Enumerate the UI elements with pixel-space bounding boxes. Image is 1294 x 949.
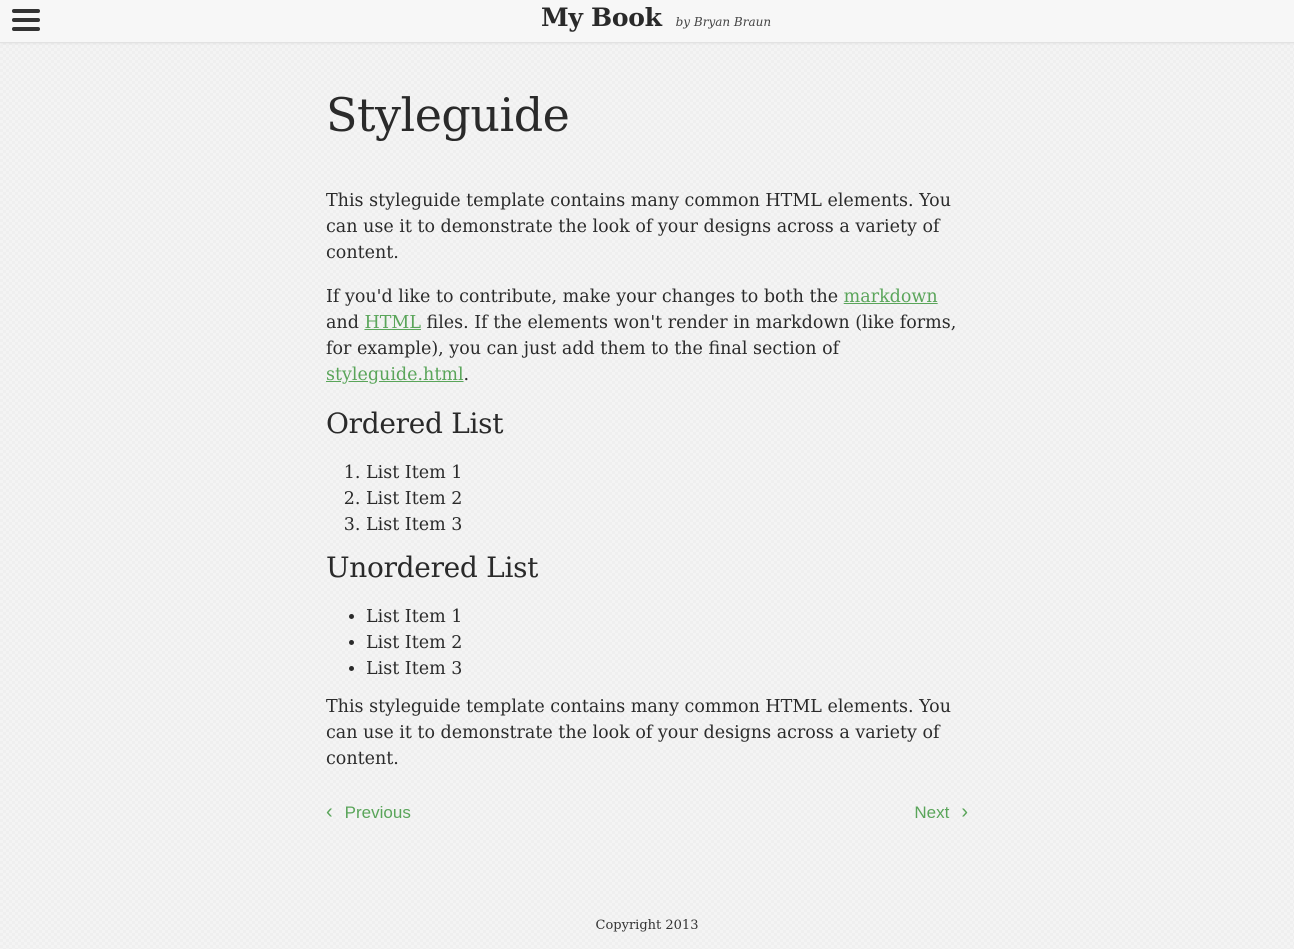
main-content xyxy=(326,84,976,790)
contribute-text: If you'd like to contribute, make your changes to both the xyxy=(326,287,844,307)
menu-bar-line xyxy=(12,9,40,13)
next-button[interactable] xyxy=(914,803,968,823)
unordered-list xyxy=(326,604,976,682)
pager xyxy=(326,800,968,826)
list-item: 1. List Item 1 xyxy=(366,460,976,486)
footer-copyright: Copyright 2013 xyxy=(595,918,699,933)
outro-paragraph: This styleguide template contains many common HTML elements. You can use it to demonstrate the look of your designs across a variety of content. xyxy=(326,697,951,769)
ordered-list xyxy=(326,460,976,538)
contribute-paragraph xyxy=(326,284,976,388)
contribute-text: and xyxy=(326,313,365,333)
hamburger-menu-icon[interactable] xyxy=(12,9,40,31)
list-item: 3. List Item 3 xyxy=(366,512,976,538)
previous-label: Previous xyxy=(344,803,411,822)
ordered-list-heading: Ordered List xyxy=(326,407,504,440)
list-item: • List Item 3 xyxy=(366,656,976,682)
contribute-text: files. If the elements won't render in markdown (like forms, for example), you can just add them to the final section of xyxy=(326,313,957,359)
html-link[interactable]: HTML xyxy=(364,313,421,333)
menu-bar-line xyxy=(12,18,40,22)
top-bar xyxy=(0,0,1294,43)
chevron-left-icon: ‹ xyxy=(326,801,333,823)
list-item: • List Item 2 xyxy=(366,630,976,656)
previous-button[interactable] xyxy=(326,803,411,823)
site-title[interactable]: My Book xyxy=(541,3,662,32)
next-label: Next xyxy=(914,803,950,822)
intro-paragraph: This styleguide template contains many common HTML elements. You can use it to demonstrate the look of your designs across a variety of content. xyxy=(326,191,951,263)
site-author: by Bryan Braun xyxy=(675,15,772,29)
page-title: Styleguide xyxy=(326,88,570,142)
chevron-right-icon: › xyxy=(961,801,968,823)
list-item: • List Item 1 xyxy=(366,604,976,630)
markdown-link[interactable]: markdown xyxy=(843,287,938,307)
contribute-text: . xyxy=(463,365,470,385)
unordered-list-heading: Unordered List xyxy=(326,551,539,584)
menu-bar-line xyxy=(12,27,40,31)
list-item: 2. List Item 2 xyxy=(366,486,976,512)
styleguide-html-link[interactable]: styleguide.html xyxy=(326,365,464,385)
brand xyxy=(541,3,771,32)
